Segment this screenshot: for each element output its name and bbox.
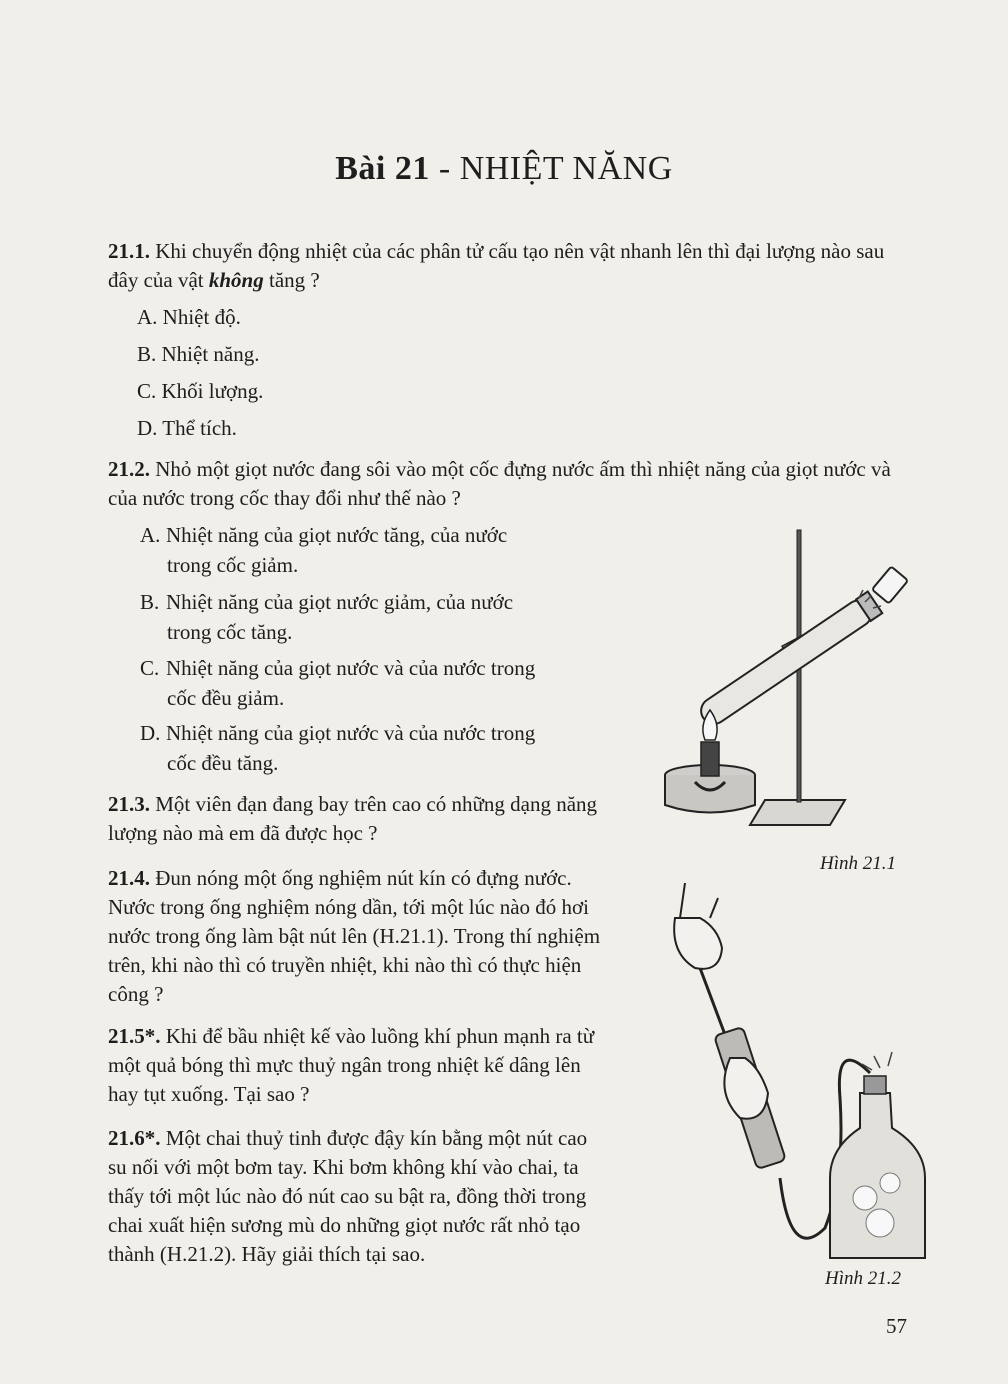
option-a: A. Nhiệt độ.	[137, 305, 241, 329]
question-21-1	[108, 237, 908, 295]
page-title	[0, 150, 1008, 188]
question-text: Khi chuyển động nhiệt của các phân tử cấu tạo nên vật nhanh lên thì đại lượng nào sau đây của vật	[108, 239, 885, 292]
lesson-number: Bài 21	[335, 150, 430, 187]
question-number: 21.3.	[108, 792, 150, 816]
option-a	[140, 520, 507, 550]
question-number: 21.2.	[108, 457, 150, 481]
title-separator: -	[429, 150, 460, 187]
question-number: 21.4.	[108, 866, 150, 890]
option-b: B. Nhiệt năng.	[137, 342, 260, 366]
question-emphasis: không	[208, 268, 264, 292]
upper-hand	[674, 918, 722, 969]
question-text: Một viên đạn đang bay trên cao có những dạng năng lượng nào mà em đã được học ?	[108, 792, 598, 845]
option-b-cont: trong cốc tăng.	[167, 620, 293, 644]
option-line: Nhiệt năng của giọt nước và của nước trong	[166, 721, 536, 745]
question-21-2	[108, 455, 913, 513]
question-text: Một chai thuỷ tinh được đậy kín bằng một nút cao su nối với một bơm tay. Khi bơm không khí vào chai, ta thấy tới một lúc nào đó nút cao su bật ra, đồng thời trong chai xuất hiện sương mù do những giọt nước rất nhỏ tạo thành (H.21.2). Hãy giải thích tại sao.	[108, 1126, 588, 1266]
page-number: 57	[886, 1314, 907, 1338]
question-21-3	[108, 790, 604, 848]
bottle-stopper	[864, 1076, 886, 1094]
figure-21-1-caption: Hình 21.1	[820, 853, 896, 874]
question-21-4	[108, 864, 604, 1009]
question-number: 21.5*.	[108, 1024, 161, 1048]
figure-21-1	[615, 520, 915, 840]
option-c: C. Khối lượng.	[137, 379, 264, 403]
option-line: Nhiệt năng của giọt nước và của nước trong	[166, 656, 536, 680]
question-text-end: tăng ?	[263, 268, 320, 292]
figure-21-2	[640, 878, 930, 1263]
option-letter: D.	[140, 721, 161, 745]
option-letter: C.	[140, 656, 160, 680]
question-text: Đun nóng một ống nghiệm nút kín có đựng nước. Nước trong ống nghiệm nóng dần, tới một lúc nào đó hơi nước trong ống làm bật nút lên (H.21.1). Trong thí nghiệm trên, khi nào thì có truyền nhiệt, khi nào thì có thực hiện công ?	[108, 866, 601, 1006]
question-number: 21.1.	[108, 239, 150, 263]
option-a-cont: trong cốc giảm.	[167, 553, 299, 577]
question-21-5	[108, 1022, 604, 1109]
burner-body	[665, 775, 755, 813]
option-letter: A.	[140, 523, 161, 547]
test-tube	[696, 595, 876, 728]
lesson-name: NHIỆT NĂNG	[459, 150, 673, 187]
question-text: Khi để bầu nhiệt kế vào luồng khí phun mạnh ra từ một quả bóng thì mực thuỷ ngân trong nhiệt kế dâng lên hay tụt xuống. Tại sao ?	[108, 1024, 595, 1106]
question-text: Nhỏ một giọt nước đang sôi vào một cốc đựng nước ấm thì nhiệt năng của giọt nước và của nước trong cốc thay đổi như thế nào ?	[108, 457, 891, 510]
lower-hand	[724, 1058, 768, 1119]
option-d	[140, 718, 535, 748]
option-letter: B.	[140, 590, 160, 614]
question-21-6	[108, 1124, 604, 1269]
option-c	[140, 653, 535, 683]
stand-base	[750, 800, 845, 825]
option-line: Nhiệt năng của giọt nước giảm, của nước	[166, 590, 514, 614]
option-b	[140, 587, 513, 617]
question-number: 21.6*.	[108, 1126, 161, 1150]
popping-stopper	[872, 566, 908, 603]
option-d-cont: cốc đều tăng.	[167, 751, 279, 775]
figure-21-2-caption: Hình 21.2	[825, 1268, 901, 1289]
option-line: Nhiệt năng của giọt nước tăng, của nước	[166, 523, 508, 547]
option-c-cont: cốc đều giảm.	[167, 686, 285, 710]
option-d: D. Thể tích.	[137, 416, 237, 440]
burner-wick	[701, 742, 719, 776]
